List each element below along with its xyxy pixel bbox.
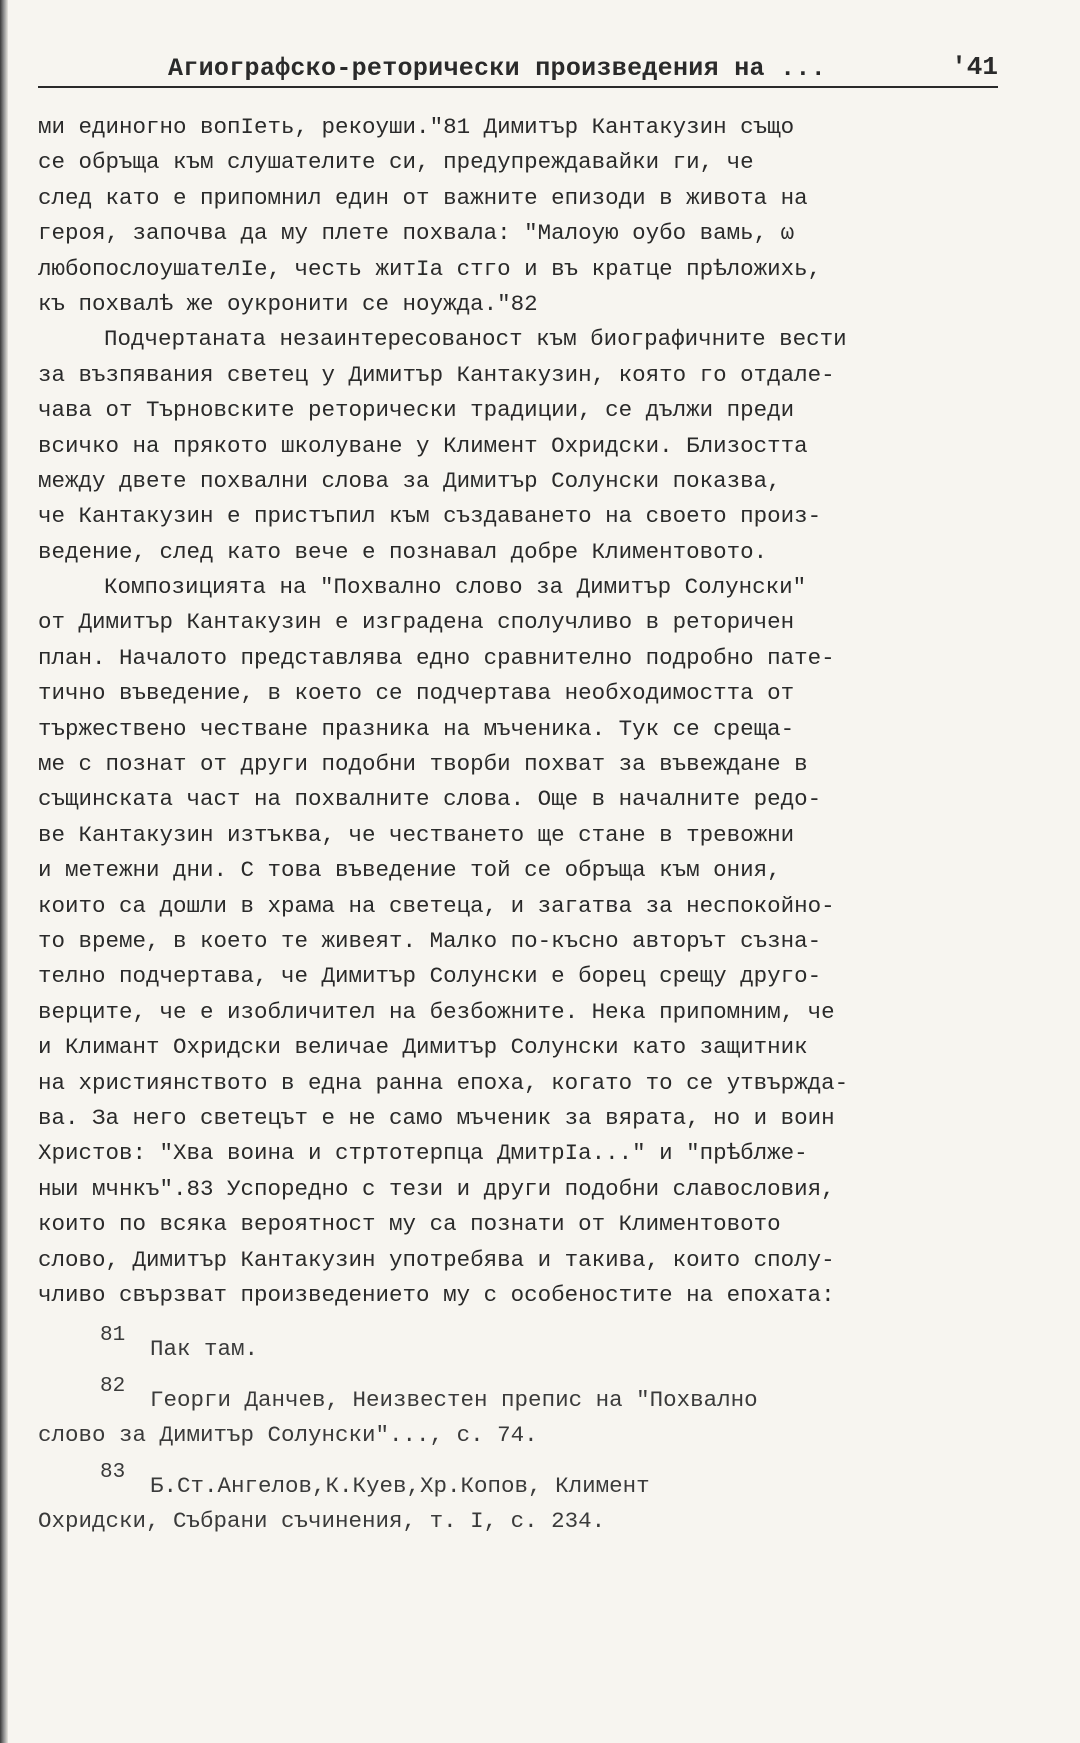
- footnote-text: Б.Ст.Ангелов,К.Куев,Хр.Копов, Климент: [150, 1473, 650, 1499]
- footnote-text: слово за Димитър Солунски"..., с. 74.: [38, 1422, 538, 1448]
- body-line: ныи мчнкъ".83 Успоредно с тези и други подобни славословия,: [38, 1175, 835, 1202]
- footnote-text: Георги Данчев, Неизвестен препис на "Похвално: [150, 1387, 758, 1413]
- body-line: на християнството в една ранна епоха, когато то се утвържда-: [38, 1069, 849, 1096]
- body-line: любопослоушателIе, честь житIа стго и въ кратце прѣложихь,: [38, 255, 822, 282]
- body-line: то време, в което те живеят. Малко по-късно авторът съзна-: [38, 927, 822, 954]
- page-binding-edge: [0, 0, 8, 1743]
- footnote-number: 83: [100, 1461, 126, 1484]
- footnote-text: Охридски, Събрани съчинения, т. I, с. 234.: [38, 1508, 606, 1534]
- body-line: че Кантакузин е пристъпил към създаването на своето произ-: [38, 503, 822, 530]
- body-line: и метежни дни. С това въведение той се обръща към ония,: [38, 857, 781, 884]
- running-header-title: Агиографско-реторически произведения на ...: [168, 54, 827, 83]
- body-line: тично въведение, в което се подчертава необходимостта от: [38, 680, 795, 707]
- body-line: чава от Търновските реторически традиции, се дължи преди: [38, 397, 795, 424]
- body-line: слово, Димитър Кантакузин употребява и такива, които сполу-: [38, 1246, 835, 1273]
- body-line: ми единогно вопIеть, рекоуши."81 Димитър Кантакузин също: [38, 114, 795, 140]
- body-line: план. Началото представлява едно сравнително подробно пате-: [38, 644, 835, 671]
- body-line: героя, започва да му плете похвала: "Малоую оубо вамь, ω: [38, 220, 795, 247]
- body-text: [38, 110, 1018, 1313]
- footnotes: [38, 1324, 1018, 1555]
- body-line: от Димитър Кантакузин е изградена сполучливо в реторичен: [38, 609, 795, 636]
- footnote-number: 82: [100, 1375, 126, 1398]
- body-line: ме с познат от други подобни творби похват за въвеждане в: [38, 751, 808, 778]
- body-line: Христов: "Хва воина и стртотерпца ДмитрIа..." и "прѣблже-: [38, 1140, 808, 1167]
- footnote: [38, 1324, 1018, 1367]
- body-line: които са дошли в храма на светеца, и загатва за неспокойно-: [38, 892, 835, 919]
- body-line: ва. За него светецът е не само мъченик за вярата, но и воин: [38, 1104, 835, 1131]
- body-line: се обръща към слушателите си, предупреждавайки ги, че: [38, 149, 754, 176]
- body-line: между двете похвални слова за Димитър Солунски показва,: [38, 467, 781, 494]
- body-line: всичко на прякото школуване у Климент Охридски. Близостта: [38, 432, 808, 459]
- body-line: ве Кантакузин изтъква, че честването ще стане в тревожни: [38, 821, 795, 848]
- body-line: Композицията на "Похвално слово за Димитър Солунски": [104, 574, 807, 601]
- footnote: [38, 1461, 1018, 1539]
- body-line: Подчертаната незаинтересованост към биографичните вести: [104, 326, 847, 353]
- body-line: къ похвалѣ же оукронити се ноужда."82: [38, 290, 538, 317]
- body-line: ведение, след като вече е познавал добре Климентовото.: [38, 538, 768, 565]
- body-line: след като е припомнил един от важните епизоди в живота на: [38, 184, 808, 211]
- running-header: [38, 52, 998, 88]
- body-line: телно подчертава, че Димитър Солунски е борец срещу друго-: [38, 963, 822, 990]
- body-line: тържествено честване празника на мъченика. Тук се среща-: [38, 715, 795, 742]
- body-line: за възпявания светец у Димитър Кантакузин, която го отдале-: [38, 361, 835, 388]
- header-rule: [38, 86, 998, 88]
- footnote: [38, 1375, 1018, 1453]
- body-line: и Климант Охридски величае Димитър Солунски като защитник: [38, 1034, 808, 1061]
- footnote-text: Пак там.: [150, 1336, 259, 1362]
- page-number: '41: [951, 52, 998, 82]
- body-line: чливо свързват произведението му с особеностите на епохата:: [38, 1281, 835, 1308]
- body-line: които по всяка вероятност му са познати от Климентовото: [38, 1211, 781, 1238]
- footnote-number: 81: [100, 1324, 126, 1347]
- body-line: същинската част на похвалните слова. Още в началните редо-: [38, 786, 822, 813]
- body-line: верците, че е изобличител на безбожните. Нека припомним, че: [38, 998, 835, 1025]
